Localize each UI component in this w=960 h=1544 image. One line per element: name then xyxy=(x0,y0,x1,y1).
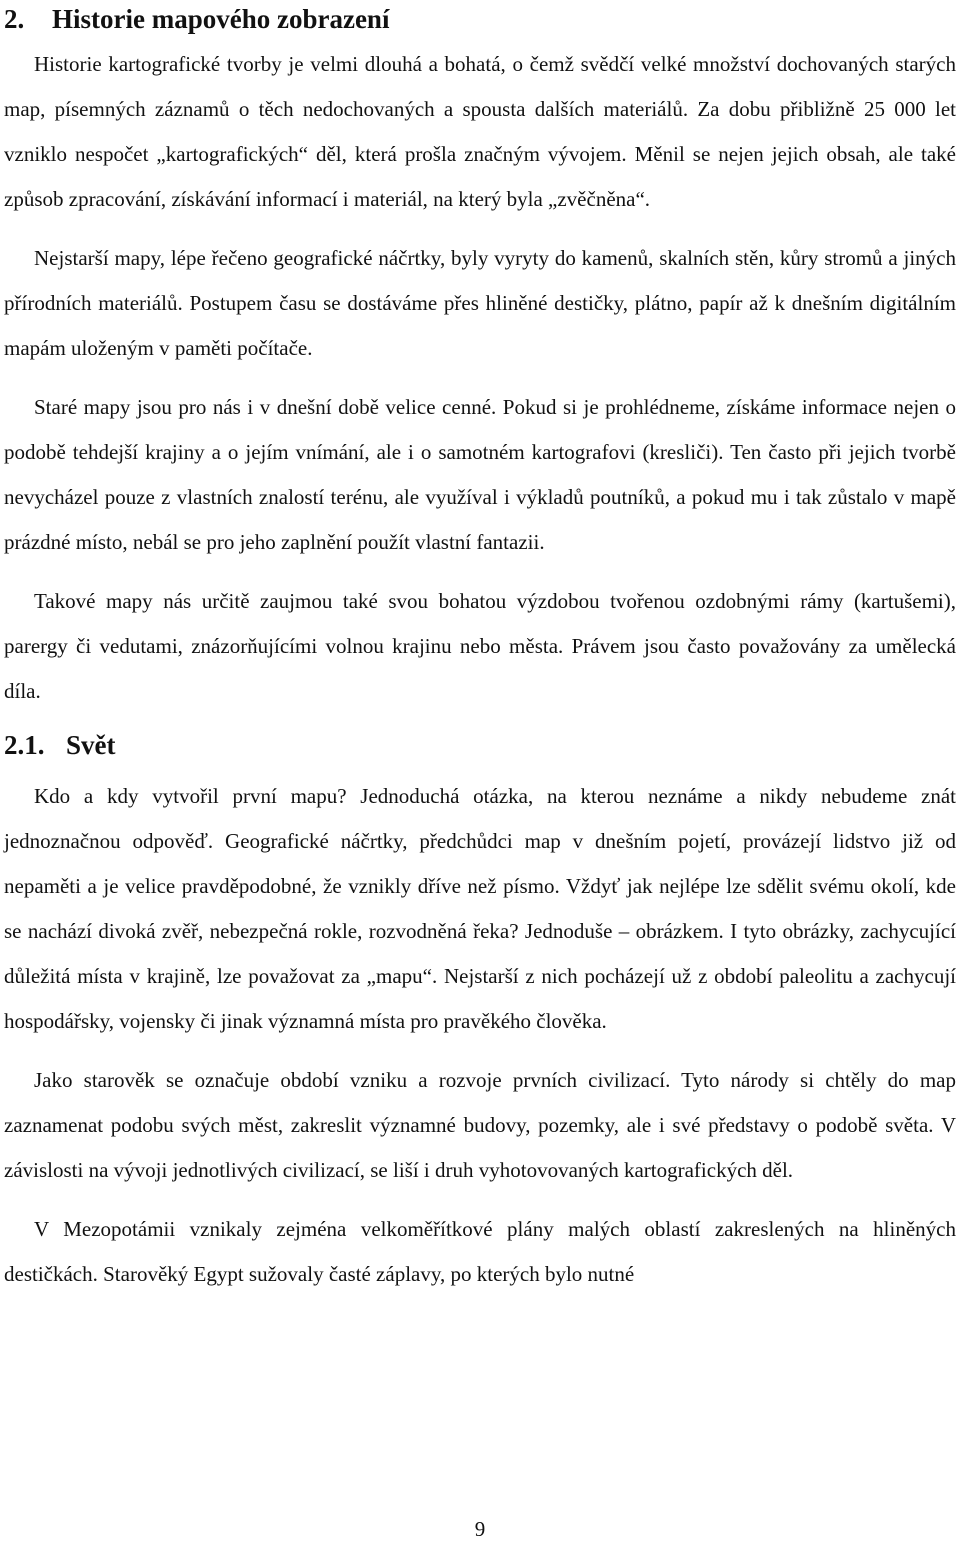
section-paragraph-2: Jako starověk se označuje období vzniku a rozvoje prvních civilizací. Tyto národy si chtěly do map zaznamenat podobu svých měst, zakreslit významné budovy, pozemky, ale i své představy o podobě světa. V závislosti na vývoji jednotlivých civilizací, se liší i druh vyhotovovaných kartografických děl. xyxy=(4,1068,956,1182)
chapter-title: Historie mapového zobrazení xyxy=(52,4,390,34)
paragraph-4: Takové mapy nás určitě zaujmou také svou bohatou výzdobou tvořenou ozdobnými rámy (kartušemi), parergy či vedutami, znázorňujícími volnou krajinu nebo města. Právem jsou často považovány za umělecká díla. xyxy=(4,589,956,703)
page-number: 9 xyxy=(474,1517,486,1541)
section-paragraph-3: V Mezopotámii vznikaly zejména velkoměřítkové plány malých oblastí zakreslených na hliněných destičkách. Starověký Egypt sužovaly časté záplavy, po kterých bylo nutné xyxy=(4,1217,956,1286)
paragraph-2: Nejstarší mapy, lépe řečeno geografické náčrtky, byly vyryty do kamenů, skalních stěn, kůry stromů a jiných přírodních materiálů. Postupem času se dostáváme přes hliněné destičky, plátno, papír až k dnešním digitálním mapám uloženým v paměti počítače. xyxy=(4,246,956,360)
paragraph-1: Historie kartografické tvorby je velmi dlouhá a bohatá, o čemž svědčí velké množství dochovaných starých map, písemných záznamů o těch nedochovaných a spousta dalších materiálů. Za dobu přibližně 25 000 let vzniklo nespočet „kartografických“ děl, která prošla značným vývojem. Měnil se nejen jejich obsah, ale také způsob zpracování, získávání informací i materiál, na který byla „zvěčněna“. xyxy=(4,52,956,211)
chapter-number: 2. xyxy=(4,4,25,34)
chapter-heading xyxy=(4,0,956,42)
section-title: Svět xyxy=(66,730,116,760)
document-page xyxy=(4,0,956,1297)
section-heading xyxy=(4,728,956,774)
section-paragraph-1: Kdo a kdy vytvořil první mapu? Jednoduchá otázka, na kterou neznáme a nikdy nebudeme znát jednoznačnou odpověď. Geografické náčrtky, předchůdci map v dnešním pojetí, provázejí lidstvo již od nepaměti a je velice pravděpodobné, že vznikly dříve než písmo. Vždyť jak nejlépe lze sdělit svému okolí, kde se nachází divoká zvěř, nebezpečná rokle, rozvodněná řeka? Jednoduše – obrázkem. I tyto obrázky, zachycující důležitá místa v krajině, lze považovat za „mapu“. Nejstarší z nich pocházejí už z období paleolitu a zachycují hospodářsky, vojensky či jinak významná místa pro pravěkého člověka. xyxy=(4,784,956,1033)
paragraph-3: Staré mapy jsou pro nás i v dnešní době velice cenné. Pokud si je prohlédneme, získáme informace nejen o podobě tehdejší krajiny a o jejím vnímání, ale i o samotném kartografovi (kresliči). Ten často při jejich tvorbě nevycházel pouze z vlastních znalostí terénu, ale využíval i výkladů poutníků, a pokud mu i tak zůstalo v mapě prázdné místo, nebál se pro jeho zaplnění použít vlastní fantazii. xyxy=(4,395,956,554)
section-number: 2.1. xyxy=(4,730,45,760)
